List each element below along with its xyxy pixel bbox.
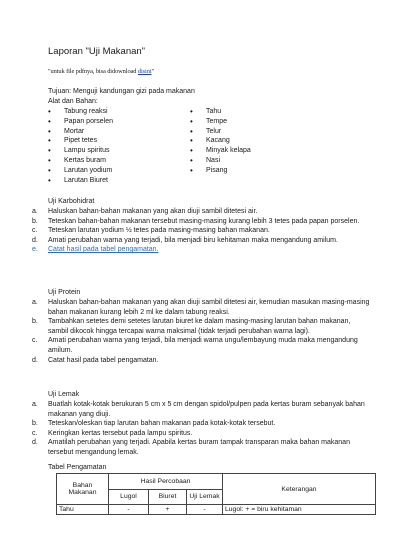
download-note (48, 68, 154, 75)
step-marker: b. (32, 318, 38, 326)
cell-lugol: - (109, 505, 149, 515)
section-heading: Uji Karbohidrat (48, 198, 95, 205)
header-keterangan: Keterangan (223, 474, 376, 505)
alat-list-left (48, 107, 113, 185)
header-uji-lemak: Uji Lemak (187, 489, 223, 505)
step-item (32, 429, 372, 439)
step-item (32, 236, 372, 246)
section-uji-protein (32, 288, 372, 365)
section-uji-lemak (32, 390, 372, 458)
list-item: • Tabung reaksi (48, 107, 113, 117)
section-heading: Uji Lemak (48, 391, 80, 398)
step-marker: d. (32, 439, 38, 447)
cell-keterangan: Lugol: + = biru kehitaman (223, 505, 376, 515)
step-marker: b. (32, 420, 38, 428)
list-item: • Kertas buram (48, 156, 113, 166)
step-marker: a. (32, 299, 38, 306)
table-title: Tabel Pengamatan (48, 464, 107, 471)
observation-table (56, 473, 376, 515)
list-item: • Minyak kelapa (190, 146, 251, 156)
table-header-row (57, 474, 376, 490)
list-item: • Papan porselen (48, 117, 113, 127)
list-item: • Larutan Biuret (48, 176, 113, 186)
table-row (57, 505, 376, 515)
step-marker: c. (32, 337, 38, 345)
step-item (32, 226, 372, 236)
step-marker: a. (32, 208, 38, 215)
step-marker: d. (32, 356, 38, 364)
header-biuret: Biuret (149, 489, 187, 505)
step-text: Teteskan/oleskan tiap larutan bahan makanan pada kotak-kotak tersebut. (48, 420, 276, 428)
list-item: • Mortar (48, 127, 113, 137)
download-link[interactable]: disini (137, 68, 152, 75)
section-heading: Uji Protein (48, 289, 81, 296)
step-item (32, 400, 372, 419)
alat-bahan-label: Alat dan Bahan: (48, 98, 98, 105)
step-text: Haluskan bahan-bahan makanan yang akan diuji sambil ditetesi air, kemudian masukan masing-masing bahan makanan kurang lebih 2 ml ke dalam tabung reaksi. (48, 299, 370, 316)
step-item (32, 336, 372, 355)
step-marker: b. (32, 217, 38, 225)
step-item-link[interactable] (32, 245, 372, 255)
step-text: Tambahkan setetes demi setetes larutan biuret ke dalam masing-masing larutan bahan makanan, sambil dikocok hingga tercapai warna maksimal (tidak terjadi perubahan warna lagi). (48, 318, 351, 335)
step-text: Catat hasil pada tabel pengamatan. (48, 246, 159, 254)
header-hasil-percobaan: Hasil Percobaan (109, 474, 223, 490)
list-item: • Tahu (190, 107, 251, 117)
step-item (32, 298, 372, 317)
step-item (32, 356, 372, 366)
step-marker: d. (32, 236, 38, 244)
step-text: Catat hasil pada tabel pengamatan. (48, 356, 159, 364)
document-title: Laporan "Uji Makanan" (48, 46, 146, 57)
download-note-prefix: "untuk file pdfnya, bisa didownload (48, 68, 138, 75)
cell-lemak: - (187, 505, 223, 515)
step-marker: a. (32, 401, 38, 408)
step-marker: c. (32, 227, 38, 235)
step-text: Amatilah perubahan yang terjadi. Apabila kertas buram tampak transparan maka bahan makanan tersebut mengandung lemak. (48, 439, 350, 456)
list-item: • Lampu spiritus (48, 146, 113, 156)
step-text: Amati perubahan warna yang terjadi, bila menjadi biru kehitaman maka mengandung amilum. (48, 236, 338, 244)
list-item: • Pipet tetes (48, 136, 113, 146)
step-text: Teteskan larutan yodium ½ tetes pada masing-masing bahan makanan. (48, 227, 270, 235)
step-marker: c. (32, 429, 38, 437)
step-text: Amati perubahan warna yang terjadi, bila menjadi warna ungu/lembayung muda maka mengandung amilum. (48, 337, 358, 354)
step-item (32, 438, 372, 457)
list-item: • Telur (190, 127, 251, 137)
section-uji-karbohidrat (32, 197, 372, 255)
step-text: Haluskan bahan-bahan makanan yang akan diuji sambil ditetesi air. (48, 208, 258, 215)
header-bahan: Bahan Makanan (57, 474, 109, 505)
step-text: Keringkan kertas tersebut pada lampu spiritus. (48, 429, 193, 437)
list-item: • Tempe (190, 117, 251, 127)
step-marker: e. (32, 246, 38, 254)
step-item (32, 419, 372, 429)
step-text: Buatlah kotak-kotak berukuran 5 cm x 5 cm dengan spidol/pulpen pada kertas buram sebanyak bahan makanan yang diuji. (48, 401, 365, 418)
alat-list-right (190, 107, 251, 176)
header-lugol: Lugol (109, 489, 149, 505)
step-item (32, 317, 372, 336)
tujuan-text: Tujuan: Menguji kandungan gizi pada makanan (48, 88, 195, 95)
list-item: • Larutan yodium (48, 166, 113, 176)
step-item (32, 217, 372, 227)
list-item: • Pisang (190, 166, 251, 176)
download-note-suffix: " (151, 68, 155, 75)
step-text: Teteskan bahan-bahan makanan tersebut masing-masing kurang lebih 3 tetes pada papan porselen. (48, 217, 360, 225)
cell-bahan: Tahu (57, 505, 109, 515)
step-item (32, 207, 372, 217)
list-item: • Kacang (190, 136, 251, 146)
cell-biuret: + (149, 505, 187, 515)
list-item: • Nasi (190, 156, 251, 166)
